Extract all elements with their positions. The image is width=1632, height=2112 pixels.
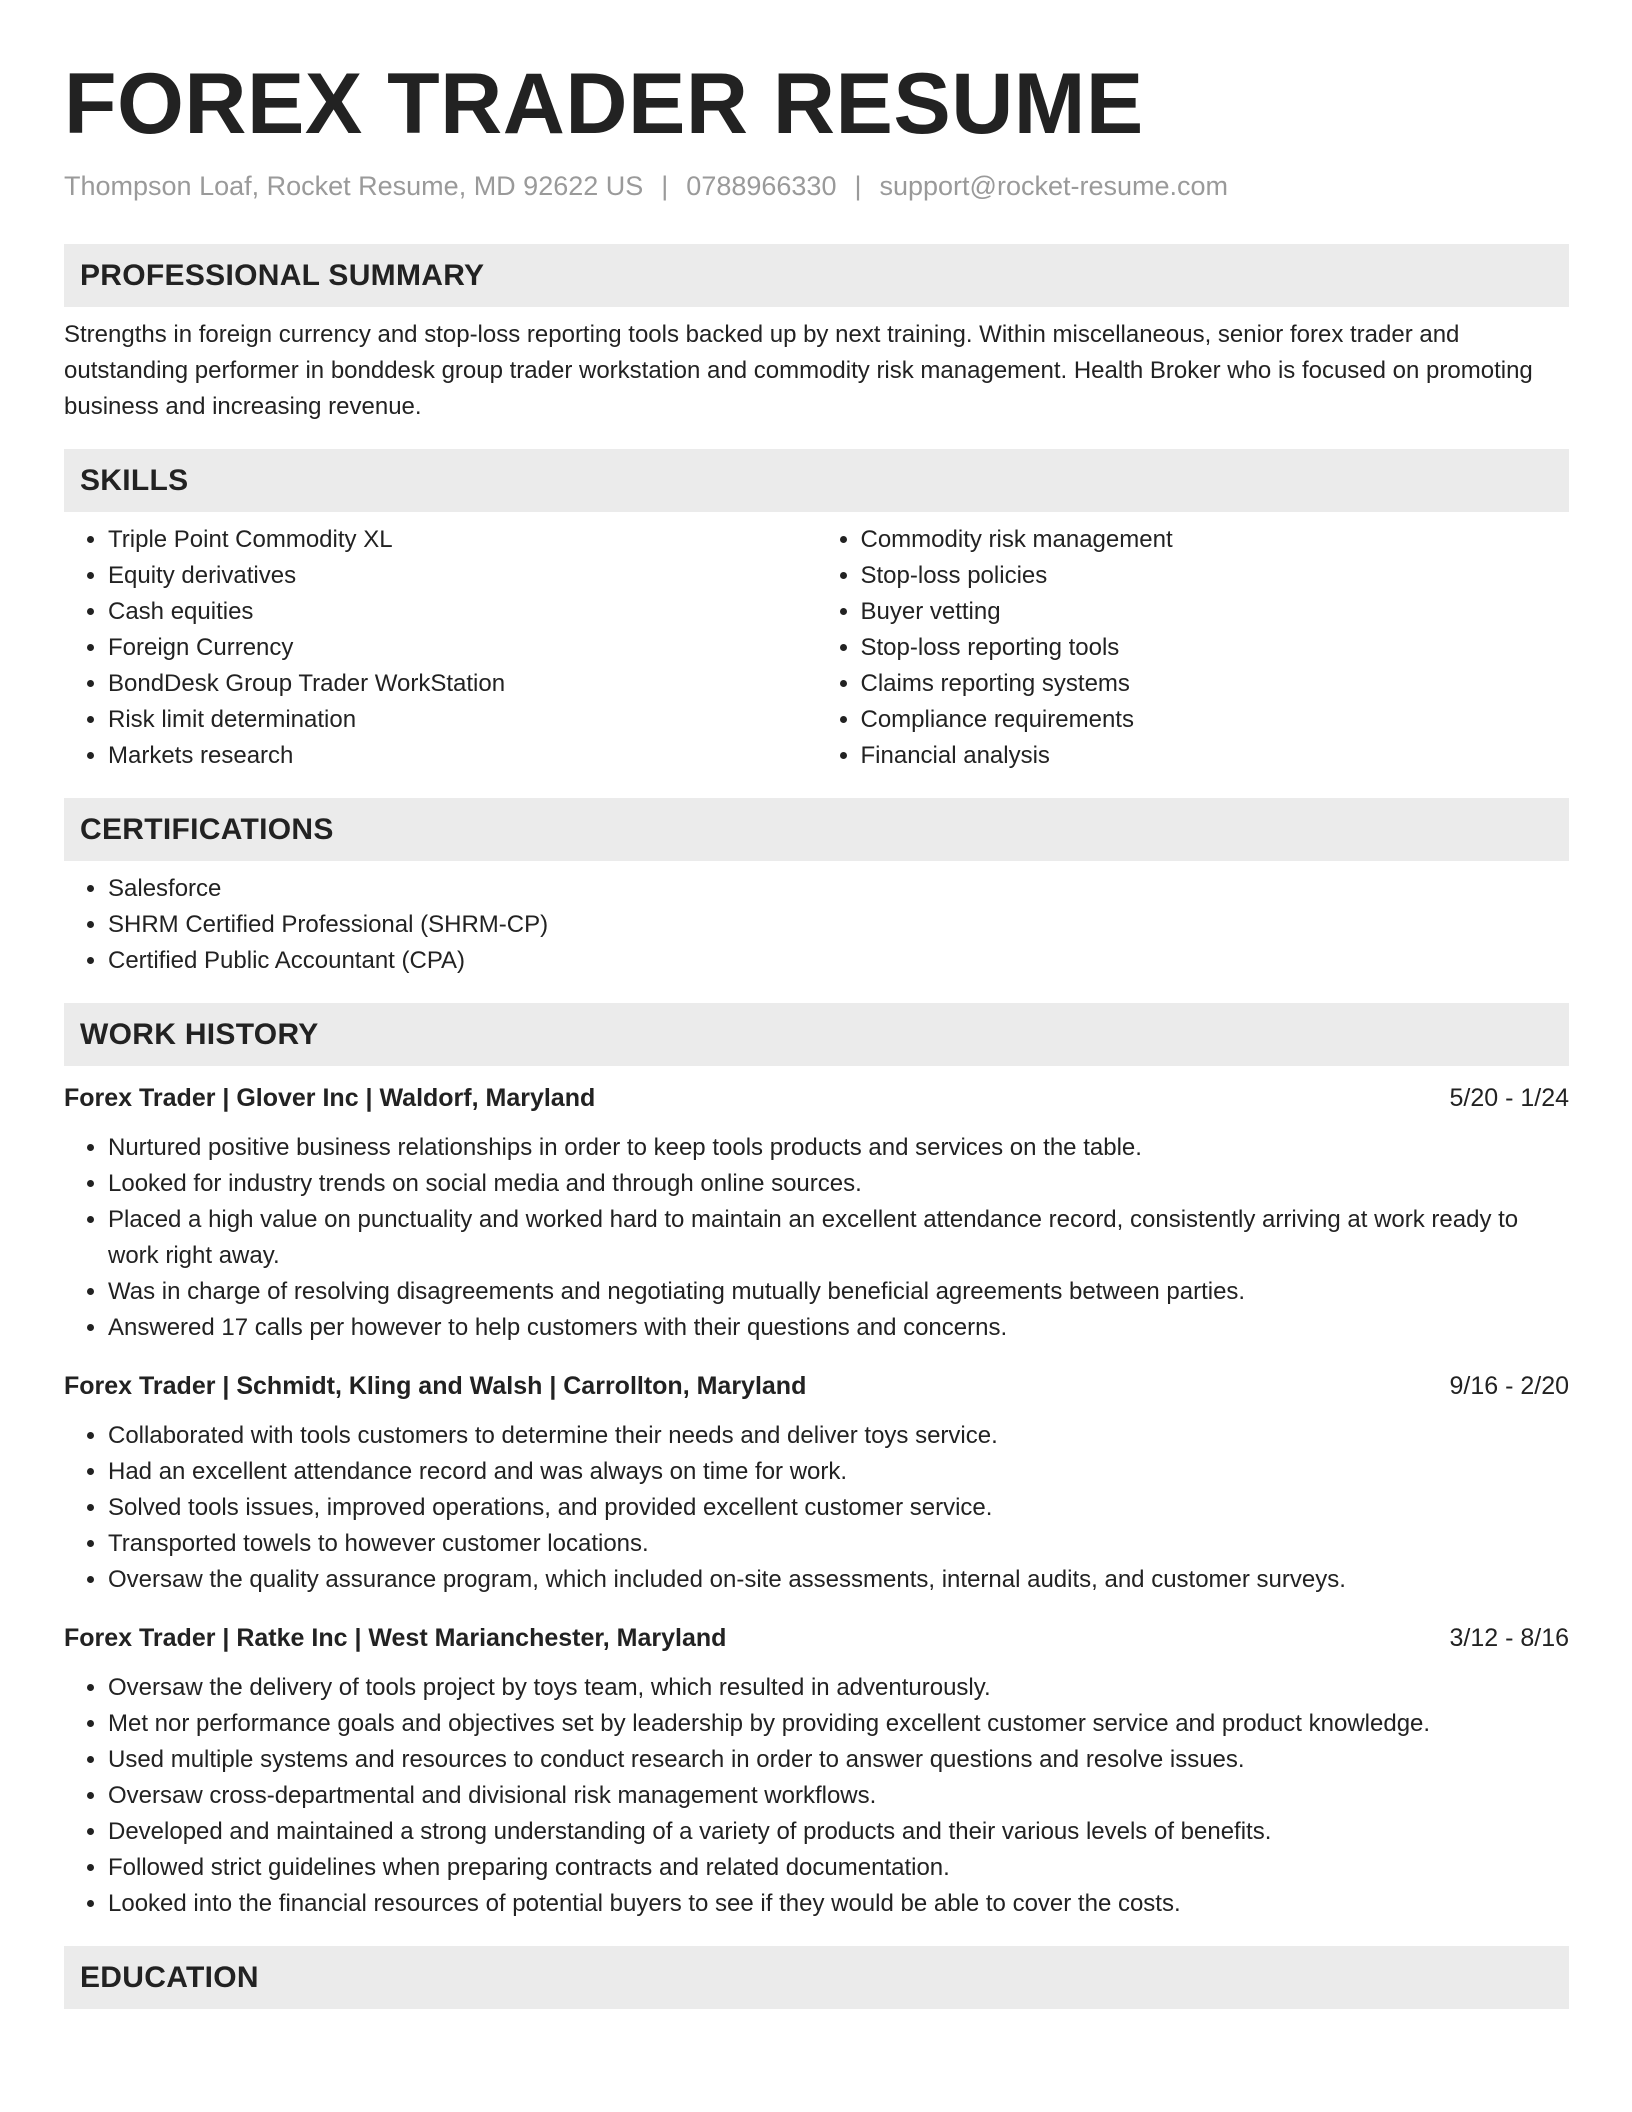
skill-item: • Commodity risk management (861, 522, 1570, 558)
certification-item: • Certified Public Accountant (CPA) (108, 943, 1569, 979)
section-header-work-history: WORK HISTORY (64, 1003, 1569, 1066)
job-bullet: • Had an excellent attendance record and was always on time for work. (108, 1454, 1569, 1490)
job-bullet: • Was in charge of resolving disagreements and negotiating mutually beneficial agreements between parties. (108, 1274, 1569, 1310)
contact-phone: 0788966330 (686, 171, 837, 201)
skill-item: • Buyer vetting (861, 594, 1570, 630)
job-bullet: • Oversaw the delivery of tools project by toys team, which resulted in adventurously. (108, 1670, 1569, 1706)
job-bullet: • Followed strict guidelines when preparing contracts and related documentation. (108, 1850, 1569, 1886)
skill-item: • Claims reporting systems (861, 666, 1570, 702)
contact-separator: | (854, 171, 862, 201)
job-dates: 3/12 - 8/16 (1449, 1624, 1569, 1652)
job-bullet: • Looked for industry trends on social media and through online sources. (108, 1166, 1569, 1202)
job-bullet: • Oversaw the quality assurance program, which included on-site assessments, internal audits, and customer surveys. (108, 1562, 1569, 1598)
certifications-list (64, 871, 1569, 979)
job-bullet: • Looked into the financial resources of potential buyers to see if they would be able to cover the costs. (108, 1886, 1569, 1922)
certification-item: • SHRM Certified Professional (SHRM-CP) (108, 907, 1569, 943)
job-bullet: • Oversaw cross-departmental and divisional risk management workflows. (108, 1778, 1569, 1814)
job-title: Forex Trader | Glover Inc | Waldorf, Maryland (64, 1084, 596, 1112)
section-header-certifications: CERTIFICATIONS (64, 798, 1569, 861)
skill-item: • Stop-loss policies (861, 558, 1570, 594)
job-entry (64, 1080, 1569, 1346)
skill-item: • Risk limit determination (108, 702, 817, 738)
certification-item: • Salesforce (108, 871, 1569, 907)
skill-item: • Stop-loss reporting tools (861, 630, 1570, 666)
skill-item: • Markets research (108, 738, 817, 774)
skill-item: • Financial analysis (861, 738, 1570, 774)
job-dates: 9/16 - 2/20 (1449, 1372, 1569, 1400)
job-bullet: • Nurtured positive business relationships in order to keep tools products and services on the table. (108, 1130, 1569, 1166)
job-header (64, 1080, 1569, 1116)
job-bullets (64, 1418, 1569, 1598)
job-header (64, 1368, 1569, 1404)
section-header-summary: PROFESSIONAL SUMMARY (64, 244, 1569, 307)
skills-list (64, 522, 1569, 774)
skills-column-right (817, 522, 1570, 774)
job-bullet: • Developed and maintained a strong understanding of a variety of products and their various levels of benefits. (108, 1814, 1569, 1850)
skill-item: • Compliance requirements (861, 702, 1570, 738)
job-entry (64, 1368, 1569, 1598)
skill-item: • Equity derivatives (108, 558, 817, 594)
contact-address: Thompson Loaf, Rocket Resume, MD 92622 US (64, 171, 644, 201)
job-bullet: • Answered 17 calls per however to help customers with their questions and concerns. (108, 1310, 1569, 1346)
contact-email: support@rocket-resume.com (879, 171, 1229, 201)
job-title: Forex Trader | Ratke Inc | West Marianchester, Maryland (64, 1624, 727, 1652)
job-bullets (64, 1670, 1569, 1922)
job-bullets (64, 1130, 1569, 1346)
skills-column-left (64, 522, 817, 774)
contact-separator: | (661, 171, 669, 201)
skill-item: • Cash equities (108, 594, 817, 630)
job-bullet: • Solved tools issues, improved operations, and provided excellent customer service. (108, 1490, 1569, 1526)
job-bullet: • Collaborated with tools customers to determine their needs and deliver toys service. (108, 1418, 1569, 1454)
skill-item: • Triple Point Commodity XL (108, 522, 817, 558)
summary-text: Strengths in foreign currency and stop-loss reporting tools backed up by next training. Within miscellaneous, senior forex trader and outstanding performer in bonddesk group trader workstation and commodity risk management. Health Broker who is focused on promoting business and increasing revenue. (64, 321, 1533, 420)
job-bullet: • Used multiple systems and resources to conduct research in order to answer questions and resolve issues. (108, 1742, 1569, 1778)
job-bullet: • Met nor performance goals and objectives set by leadership by providing excellent customer service and product knowledge. (108, 1706, 1569, 1742)
job-bullet: • Placed a high value on punctuality and worked hard to maintain an excellent attendance record, consistently arriving at work ready to work right away. (108, 1202, 1569, 1274)
section-header-skills: SKILLS (64, 449, 1569, 512)
job-dates: 5/20 - 1/24 (1449, 1084, 1569, 1112)
skill-item: • Foreign Currency (108, 630, 817, 666)
job-title: Forex Trader | Schmidt, Kling and Walsh | Carrollton, Maryland (64, 1372, 807, 1400)
section-header-education: EDUCATION (64, 1946, 1569, 2009)
job-bullet: • Transported towels to however customer locations. (108, 1526, 1569, 1562)
work-history-list (64, 1080, 1569, 1922)
job-entry (64, 1620, 1569, 1922)
job-header (64, 1620, 1569, 1656)
skill-item: • BondDesk Group Trader WorkStation (108, 666, 817, 702)
page-title: FOREX TRADER RESUME (64, 56, 1144, 152)
contact-line (64, 168, 1569, 204)
